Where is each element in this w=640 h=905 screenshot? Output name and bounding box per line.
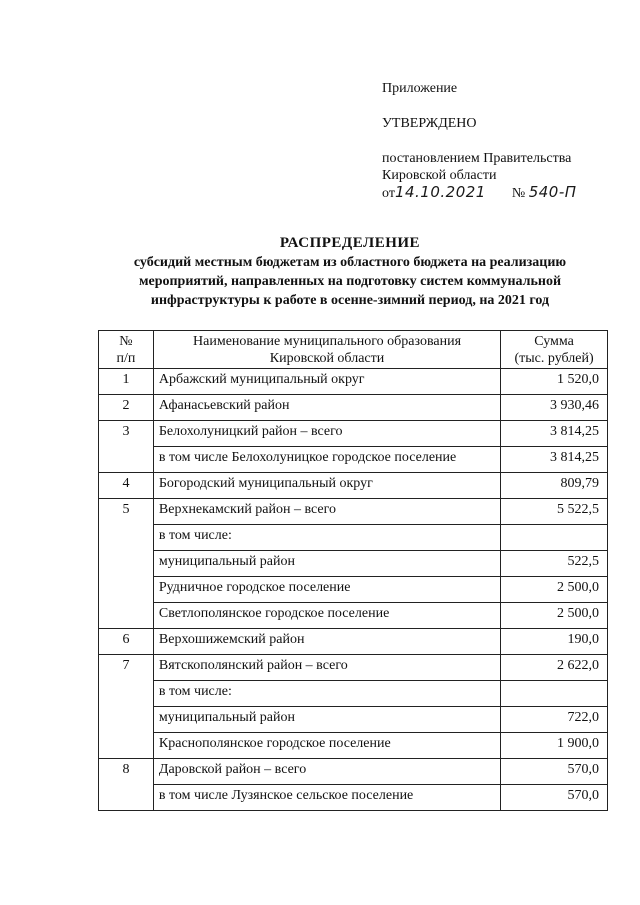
row-num: 4	[99, 473, 154, 499]
distribution-table	[98, 330, 608, 811]
table-row	[99, 655, 608, 681]
row-sum: 3 814,25	[501, 421, 608, 447]
table-row	[99, 447, 608, 473]
table-row	[99, 525, 608, 551]
row-sum: 190,0	[501, 629, 608, 655]
from-label: от	[382, 186, 395, 201]
row-sum	[501, 525, 608, 551]
row-sum: 809,79	[501, 473, 608, 499]
row-num: 5	[99, 499, 154, 629]
row-num: 7	[99, 655, 154, 759]
row-sum: 2 500,0	[501, 603, 608, 629]
table-row	[99, 733, 608, 759]
title-line-1: субсидий местным бюджетам из областного бюджета на реализацию	[133, 255, 567, 270]
table-row	[99, 499, 608, 525]
row-name: Рудничное городское поселение	[153, 577, 500, 603]
table-row	[99, 629, 608, 655]
row-name: Верхнекамский район – всего	[153, 499, 500, 525]
row-name: в том числе:	[153, 525, 500, 551]
row-name: Белохолуницкий район – всего	[153, 421, 500, 447]
number-label: №	[511, 186, 526, 201]
row-name: в том числе Лузянское сельское поселение	[153, 785, 500, 811]
table-row	[99, 681, 608, 707]
table-row	[99, 603, 608, 629]
header-name-line1: Наименование муниципального образования	[193, 334, 462, 349]
row-sum: 5 522,5	[501, 499, 608, 525]
table-row	[99, 577, 608, 603]
header-name-line2: Кировской области	[269, 351, 385, 366]
row-name: Краснополянское городское поселение	[153, 733, 500, 759]
table-row	[99, 785, 608, 811]
row-name: в том числе:	[153, 681, 500, 707]
title-line-3: инфраструктуры к работе в осенне-зимний период, на 2021 год	[150, 293, 550, 308]
row-sum: 2 500,0	[501, 577, 608, 603]
row-name: Богородский муниципальный округ	[153, 473, 500, 499]
row-name: муниципальный район	[153, 707, 500, 733]
row-num: 2	[99, 395, 154, 421]
row-name: Афанасьевский район	[153, 395, 500, 421]
header-name	[153, 331, 500, 369]
header-num-line2: п/п	[116, 351, 136, 366]
row-sum: 3 814,25	[501, 447, 608, 473]
row-sum: 570,0	[501, 759, 608, 785]
table-row	[99, 473, 608, 499]
row-name: Верхошижемский район	[153, 629, 500, 655]
table-row	[99, 551, 608, 577]
row-sum: 570,0	[501, 785, 608, 811]
approved-label: УТВЕРЖДЕНО	[382, 116, 477, 131]
table-row	[99, 759, 608, 785]
table-body	[99, 369, 608, 811]
approved-by-line2: Кировской области	[382, 168, 497, 183]
title-line-2: мероприятий, направленных на подготовку систем коммунальной	[138, 274, 562, 289]
row-name: Светлополянское городское поселение	[153, 603, 500, 629]
row-name: в том числе Белохолуницкое городское поселение	[153, 447, 500, 473]
row-sum: 1 900,0	[501, 733, 608, 759]
approved-by-line1: постановлением Правительства	[382, 151, 572, 166]
table-row	[99, 421, 608, 447]
appendix-label: Приложение	[382, 81, 458, 96]
row-sum	[501, 681, 608, 707]
row-name: Вятскополянский район – всего	[153, 655, 500, 681]
decree-date: 14.10.2021	[394, 183, 486, 201]
row-sum: 522,5	[501, 551, 608, 577]
document-title	[100, 234, 600, 309]
decree-number: 540-П	[528, 183, 577, 201]
table-row	[99, 707, 608, 733]
row-sum: 3 930,46	[501, 395, 608, 421]
header-num-line1: №	[119, 334, 133, 349]
row-name: Даровской район – всего	[153, 759, 500, 785]
table-header-row	[99, 331, 608, 369]
header-sum-line1: Сумма	[534, 334, 574, 349]
row-sum: 1 520,0	[501, 369, 608, 395]
row-num: 8	[99, 759, 154, 811]
header-sum	[501, 331, 608, 369]
table-row	[99, 395, 608, 421]
decree-line	[382, 184, 577, 202]
row-name: муниципальный район	[153, 551, 500, 577]
row-num: 1	[99, 369, 154, 395]
row-num: 3	[99, 421, 154, 473]
approval-block	[382, 80, 577, 202]
row-num: 6	[99, 629, 154, 655]
row-sum: 722,0	[501, 707, 608, 733]
header-num	[99, 331, 154, 369]
row-name: Арбажский муниципальный округ	[153, 369, 500, 395]
table-row	[99, 369, 608, 395]
title-main: РАСПРЕДЕЛЕНИЕ	[279, 235, 421, 251]
header-sum-line2: (тыс. рублей)	[514, 351, 594, 366]
row-sum: 2 622,0	[501, 655, 608, 681]
